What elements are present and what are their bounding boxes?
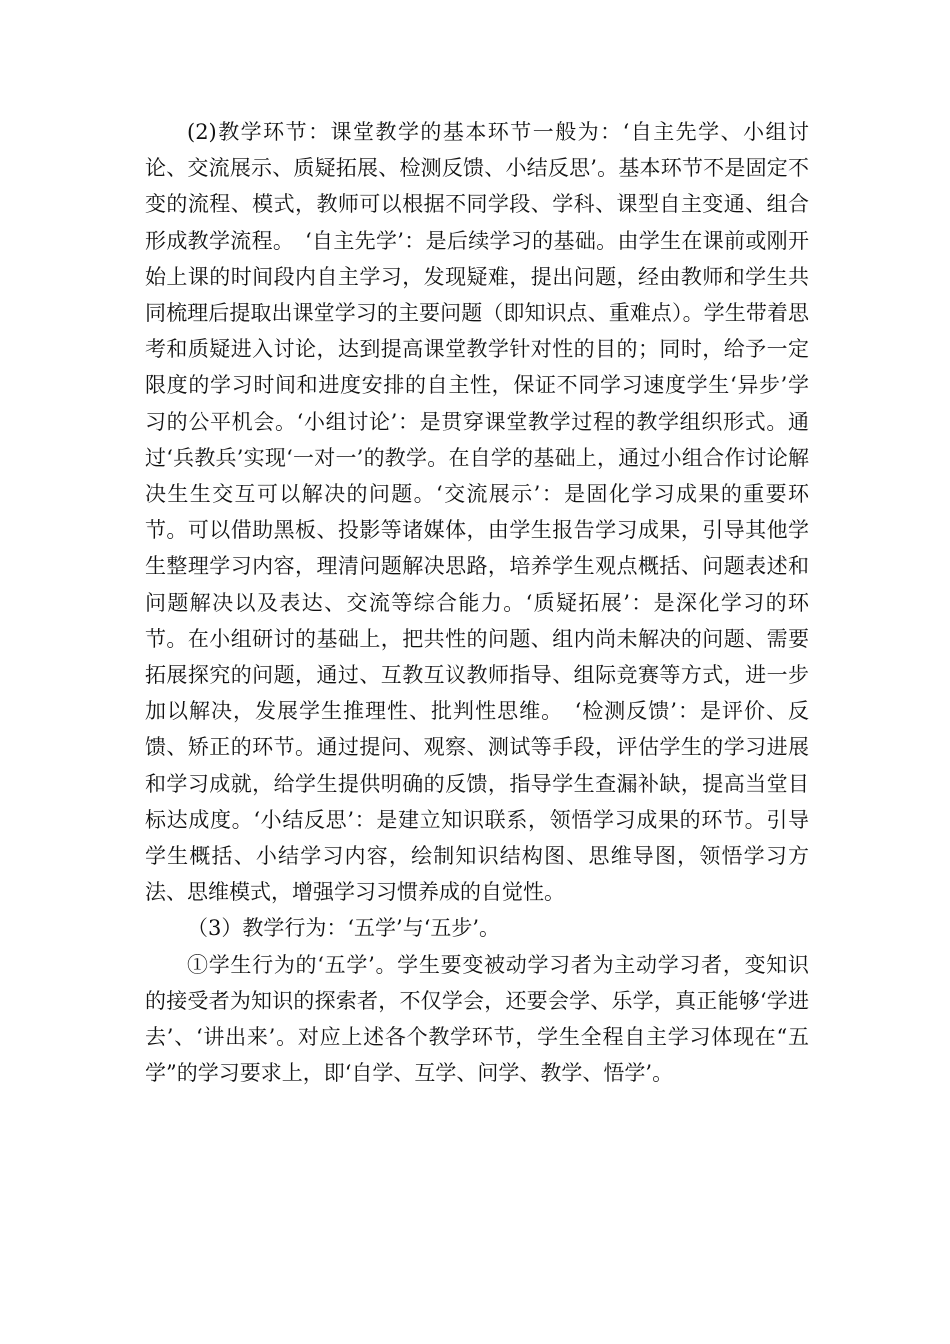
paragraph-teaching-behavior-heading: （3）教学行为：‘五学’与‘五步’。 (187, 916, 501, 941)
paragraph-teaching-stages: (2)教学环节：课堂教学的基本环节一般为：‘自主先学、小组讨论、交流展示、质疑拓展、检测反馈、小结反思’。基本环节不是固定不变的流程、模式，教师可以根据不同学段、学科、课型自主变通、组合形成教学流程。 ‘自主先学’：是后续学习的基础。由学生在课前或刚开始上课的时间段内自主学习，发现疑难，提出问题，经由教师和学生共同梳理后提取出课堂学习的主要问题（即知识点、重难点）。学生带着思考和质疑进入讨论，达到提高课堂教学针对性的目的；同时，给予一定限度的学习时间和进度安排的自主性，保证不同学习速度学生‘异步’学习的公平机会。‘小组讨论’：是贯穿课堂教学过程的教学组织形式。通过‘兵教兵’实现‘一对一’的教学。在自学的基础上，通过小组合作讨论解决生生交互可以解决的问题。‘交流展示’：是固化学习成果的重要环节。可以借助黑板、投影等诸媒体，由学生报告学习成果，引导其他学生整理学习内容，理清问题解决思路，培养学生观点概括、问题表述和问题解决以及表达、交流等综合能力。‘质疑拓展’：是深化学习的环节。在小组研讨的基础上，把共性的问题、组内尚未解决的问题、需要拓展探究的问题，通过、互教互议教师指导、组际竞赛等方式，进一步加以解决，发展学生推理性、批判性思维。 ‘检测反馈’：是评价、反馈、矫正的环节。通过提问、观察、测试等手段，评估学生的学习进展和学习成就，给学生提供明确的反馈，指导学生查漏补缺，提高当堂目标达成度。‘小结反思’：是建立知识联系，领悟学习成果的环节。引导学生概括、小结学习内容，绘制知识结构图、思维导图，领悟学习方法、思维模式，增强学习习惯养成的自觉性。 (145, 120, 809, 905)
paragraph-five-learnings: ①学生行为的‘五学’。学生要变被动学习者为主动学习者，变知识的接受者为知识的探索者，不仅学会，还要会学、乐学，真正能够‘学进去’、‘讲出来’。对应上述各个教学环节，学生全程自主学习体现在“五学”的学习要求上，即‘自学、互学、问学、教学、悟学’。 (145, 952, 809, 1086)
body-text (145, 114, 809, 1091)
